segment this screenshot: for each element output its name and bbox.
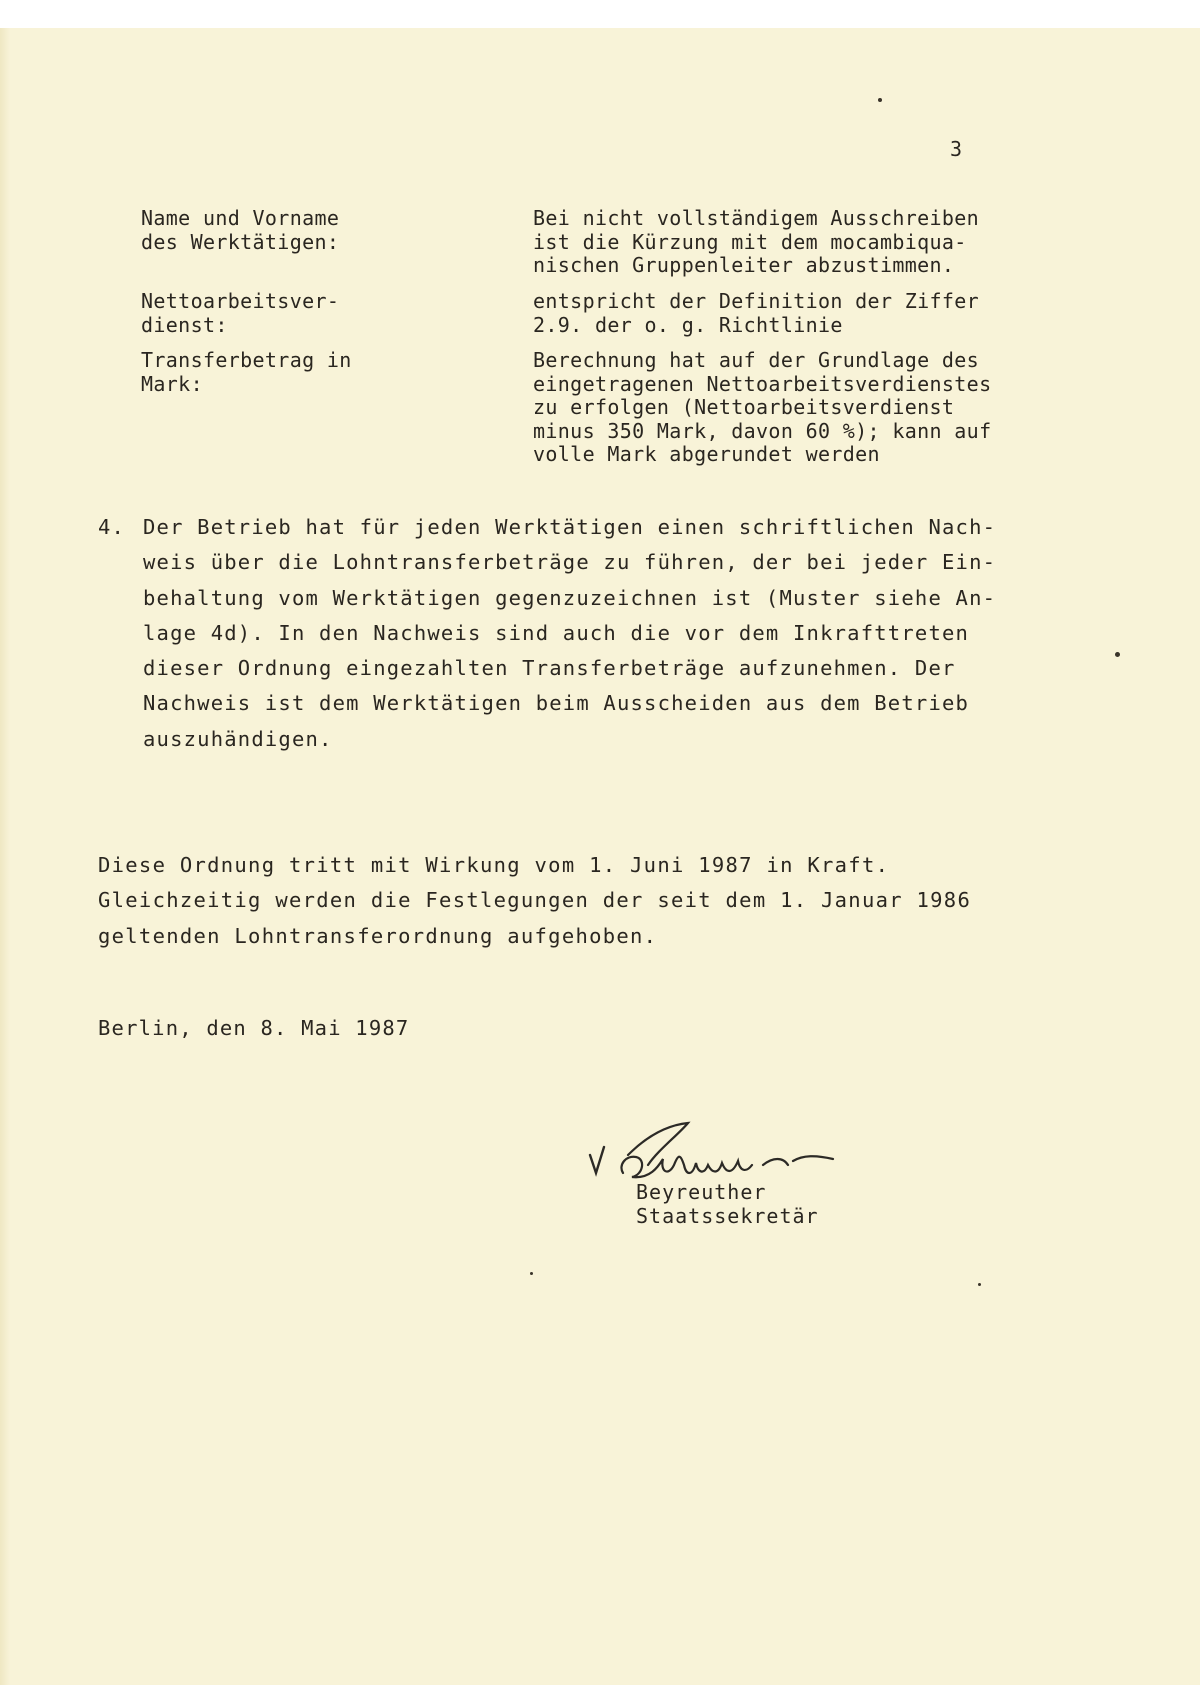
- closing-line: geltenden Lohntransferordnung aufgehoben.: [98, 923, 658, 948]
- closing-statement: [98, 848, 971, 954]
- paragraph-line: auszuhändigen.: [143, 726, 333, 751]
- signer-name: Beyreuther: [636, 1180, 767, 1204]
- definition-text-name: [533, 207, 979, 278]
- label-line: dienst:: [141, 312, 228, 337]
- paragraph-line: behaltung vom Werktätigen gegenzuzeichnen ist (Muster siehe An-: [143, 585, 997, 610]
- definition-label-transfer-amount: [141, 349, 352, 396]
- text-line: ist die Kürzung mit dem mocambiqua-: [533, 229, 967, 254]
- text-line: entspricht der Definition der Ziffer: [533, 289, 980, 313]
- text-line: Berechnung hat auf der Grundlage des: [533, 348, 980, 372]
- place-and-date: Berlin, den 8. Mai 1987: [98, 1016, 410, 1040]
- paragraph-line: Nachweis ist dem Werktätigen beim Ausscheiden aus dem Betrieb: [143, 691, 970, 716]
- signer-block: [636, 1180, 819, 1228]
- label-line: Mark:: [141, 371, 203, 396]
- scan-left-edge: [0, 28, 10, 1685]
- scan-speck: [1115, 652, 1120, 657]
- definition-label-net-earnings: [141, 290, 339, 337]
- paragraph-line: weis über die Lohntransferbeträge zu führen, der bei jeder Ein-: [143, 550, 997, 575]
- text-line: nischen Gruppenleiter abzustimmen.: [533, 253, 955, 277]
- handwritten-signature: [588, 1095, 898, 1190]
- text-line: zu erfolgen (Nettoarbeitsverdienst: [533, 395, 955, 419]
- label-line: Transferbetrag in: [141, 348, 352, 372]
- scan-top-margin: [0, 0, 1200, 28]
- text-line: eingetragenen Nettoarbeitsverdienstes: [533, 371, 992, 396]
- text-line: volle Mark abgerundet werden: [533, 442, 880, 466]
- closing-line: Diese Ordnung tritt mit Wirkung vom 1. Juni 1987 in Kraft.: [98, 853, 890, 877]
- label-line: Nettoarbeitsver-: [141, 289, 340, 313]
- definition-text-transfer-amount: [533, 349, 991, 467]
- definition-label-name: [141, 207, 339, 254]
- text-line: 2.9. der o. g. Richtlinie: [533, 312, 843, 337]
- signer-title: Staatssekretär: [636, 1204, 819, 1228]
- paragraph-line: Der Betrieb hat für jeden Werktätigen einen schriftlichen Nach-: [143, 515, 997, 539]
- scan-speck: [530, 1272, 533, 1275]
- scan-speck: [978, 1283, 981, 1286]
- paragraph-4-body: [143, 510, 996, 757]
- page-number: 3: [950, 137, 963, 161]
- text-line: Bei nicht vollständigem Ausschreiben: [533, 206, 980, 230]
- label-line: Name und Vorname: [141, 206, 340, 230]
- paragraph-number: 4.: [98, 515, 126, 539]
- paragraph-line: dieser Ordnung eingezahlten Transferbeträge aufzunehmen. Der: [143, 656, 956, 681]
- closing-line: Gleichzeitig werden die Festlegungen der seit dem 1. Januar 1986: [98, 888, 972, 913]
- label-line: des Werktätigen:: [141, 229, 340, 254]
- definition-text-net-earnings: [533, 290, 979, 337]
- text-line: minus 350 Mark, davon 60 %); kann auf: [533, 418, 992, 443]
- scan-speck: [878, 98, 882, 102]
- paragraph-line: lage 4d). In den Nachweis sind auch die vor dem Inkrafttreten: [143, 620, 970, 645]
